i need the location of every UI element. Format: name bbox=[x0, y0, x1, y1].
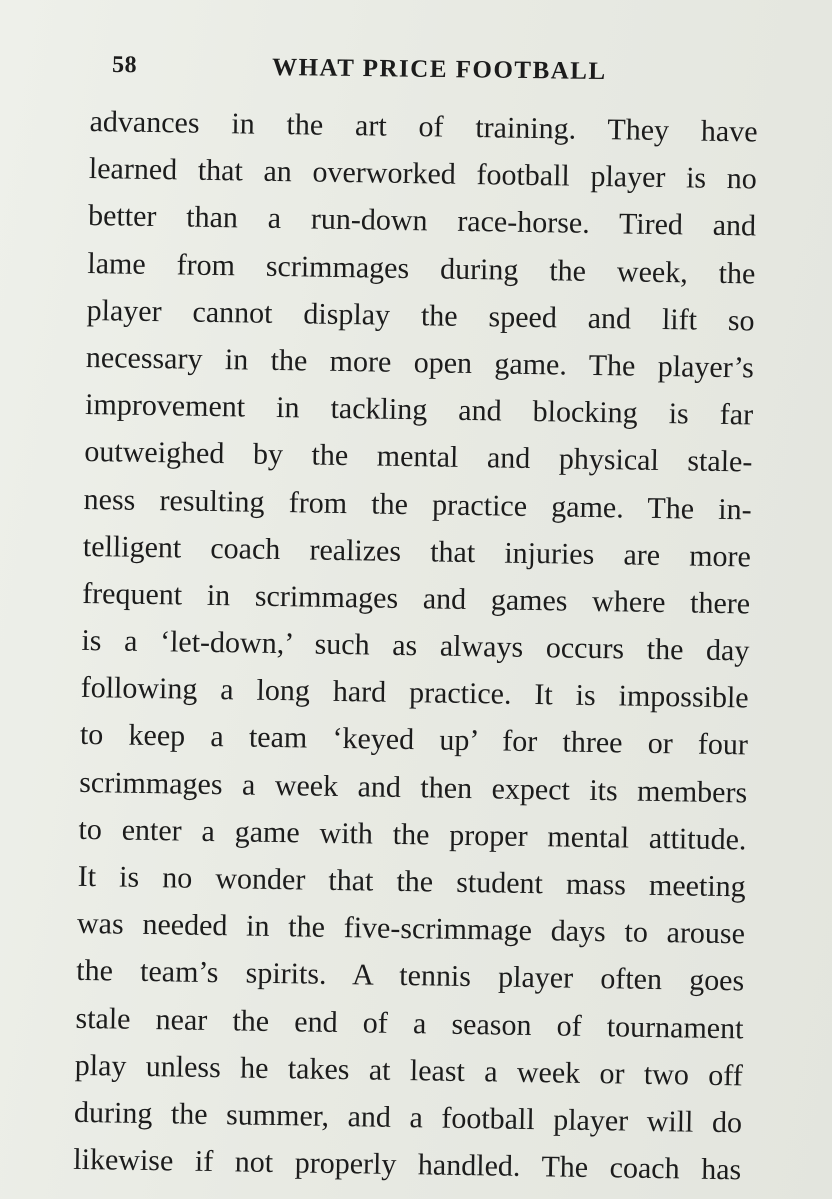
text-line: outweighed by the mental and physical stale- bbox=[84, 435, 753, 479]
text-line: is a ‘let-down,’ such as always occurs the day bbox=[81, 623, 750, 668]
text-line: necessary in the more open game. The player’s bbox=[85, 340, 755, 385]
text-line: advances in the art of training. They have bbox=[89, 104, 758, 149]
page-number: 58 bbox=[111, 52, 138, 79]
text-line: ness resulting from the practice game. The in- bbox=[83, 482, 752, 526]
text-line: player cannot display the speed and lift so bbox=[86, 293, 755, 338]
text-line: frequent in scrimmages and games where there bbox=[81, 576, 751, 621]
text-line: improvement in tackling and blocking is far bbox=[84, 388, 754, 432]
text-line: stale near the end of a season of tournament bbox=[75, 1001, 744, 1045]
text-line: It is no wonder that the student mass meeting bbox=[77, 859, 746, 904]
text-line: was needed in the five-scrimmage days to arouse bbox=[76, 907, 746, 951]
text-line: lame from scrimmages during the week, the bbox=[87, 246, 756, 291]
text-line: better than a run-down race-horse. Tired and bbox=[87, 199, 757, 243]
text-line: to enter a game with the proper mental attitude. bbox=[78, 812, 747, 857]
text-line: to keep a team ‘keyed up’ for three or four bbox=[79, 718, 749, 762]
running-title: WHAT PRICE FOOTBALL bbox=[271, 53, 607, 86]
text-line: scrimmages a week and then expect its members bbox=[78, 765, 748, 810]
running-head bbox=[112, 52, 624, 98]
text-line: during the summer, and a football player will do bbox=[73, 1095, 743, 1140]
text-line: play unless he takes at least a week or two off bbox=[74, 1048, 743, 1093]
text-line: learned that an overworked football player is no bbox=[88, 152, 758, 196]
text-line: the team’s spirits. A tennis player often goes bbox=[76, 954, 745, 998]
text-line: telligent coach realizes that injuries are more bbox=[82, 529, 752, 574]
body-text bbox=[73, 98, 758, 1194]
text-line: likewise if not properly handled. The coach has bbox=[73, 1142, 742, 1187]
text-line: following a long hard practice. It is impossible bbox=[80, 671, 749, 715]
